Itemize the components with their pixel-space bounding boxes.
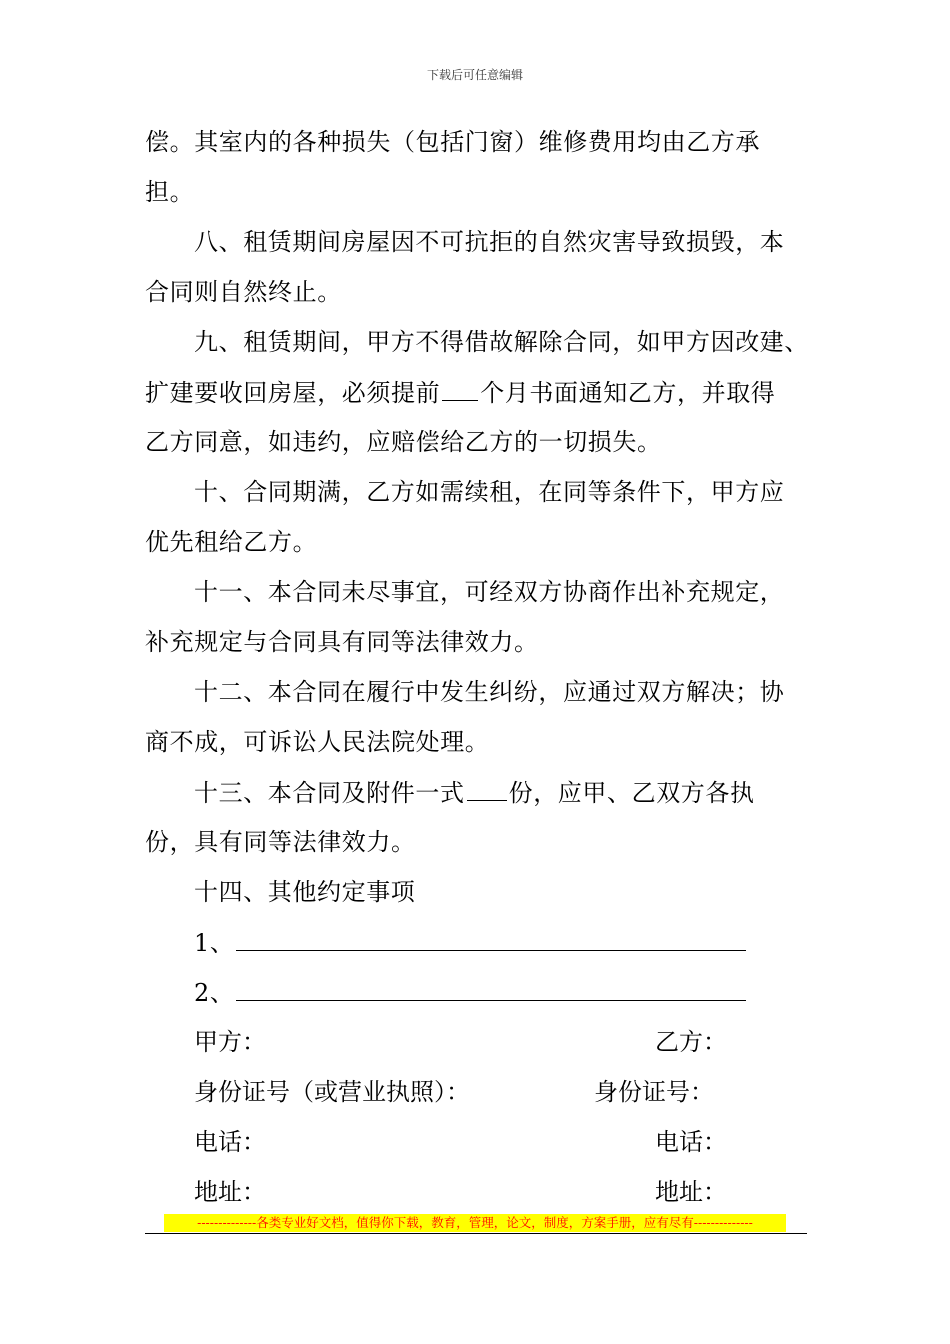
clause-11-line-2: 补充规定与合同具有同等法律效力。 [145,628,539,656]
page-header: 下载后可任意编辑 [426,68,523,82]
clause-13-line-1 [194,776,755,809]
party-b-address-label: 地址： [655,1178,727,1206]
clause-9-line-1: 九、租赁期间，甲方不得借故解除合同，如甲方因改建、 [194,328,809,356]
clause-9-line-2 [145,376,775,409]
footer-banner: --------------各类专业好文档，值得你下载，教育，管理，论文，制度，方案手册，应有尽有-------------- [164,1214,786,1232]
party-a-id-label: 身份证号（或营业执照）： [194,1078,470,1106]
clause-11-line-1: 十一、本合同未尽事宜，可经双方协商作出补充规定， [194,578,785,606]
party-b-label: 乙方： [655,1028,727,1056]
clause-7-line-1: 偿。其室内的各种损失（包括门窗）维修费用均由乙方承 [145,128,760,156]
clause-12-line-2: 商不成，可诉讼人民法院处理。 [145,728,490,756]
clause-7-line-2: 担。 [145,178,195,206]
party-a-address-label: 地址： [194,1178,266,1206]
party-a-label: 甲方： [194,1028,266,1056]
clause-9-line-3: 乙方同意，如违约，应赔偿给乙方的一切损失。 [145,428,662,456]
clause-14-title: 十四、其他约定事项 [194,878,416,906]
clause-13-line-2: 份，具有同等法律效力。 [145,828,416,856]
clause-10-line-2: 优先租给乙方。 [145,528,318,556]
party-a-phone-label: 电话： [194,1128,266,1156]
clause-13-text-a: 十三、本合同及附件一式 [194,779,465,807]
other-item-1-number: 1、 [194,929,235,957]
footer-divider [145,1233,807,1234]
other-item-2 [194,976,748,1009]
party-b-id-label: 身份证号： [594,1078,714,1106]
clause-8-line-1: 八、租赁期间房屋因不可抗拒的自然灾害导致损毁，本 [194,228,785,256]
party-b-phone-label: 电话： [655,1128,727,1156]
other-item-1-blank[interactable] [236,926,746,951]
other-item-2-blank[interactable] [236,976,746,1001]
other-item-2-number: 2、 [194,979,235,1007]
clause-13-text-b: 份，应甲、乙双方各执 [508,779,755,807]
clause-8-line-2: 合同则自然终止。 [145,278,342,306]
other-item-1 [194,926,748,959]
copies-blank[interactable] [467,776,507,801]
clause-10-line-1: 十、合同期满，乙方如需续租，在同等条件下，甲方应 [194,478,785,506]
months-blank[interactable] [442,376,478,401]
clause-9-text-b: 个月书面通知乙方，并取得 [480,379,776,407]
clause-12-line-1: 十二、本合同在履行中发生纠纷，应通过双方解决；协 [194,678,785,706]
clause-9-text-a: 扩建要收回房屋，必须提前 [145,379,441,407]
